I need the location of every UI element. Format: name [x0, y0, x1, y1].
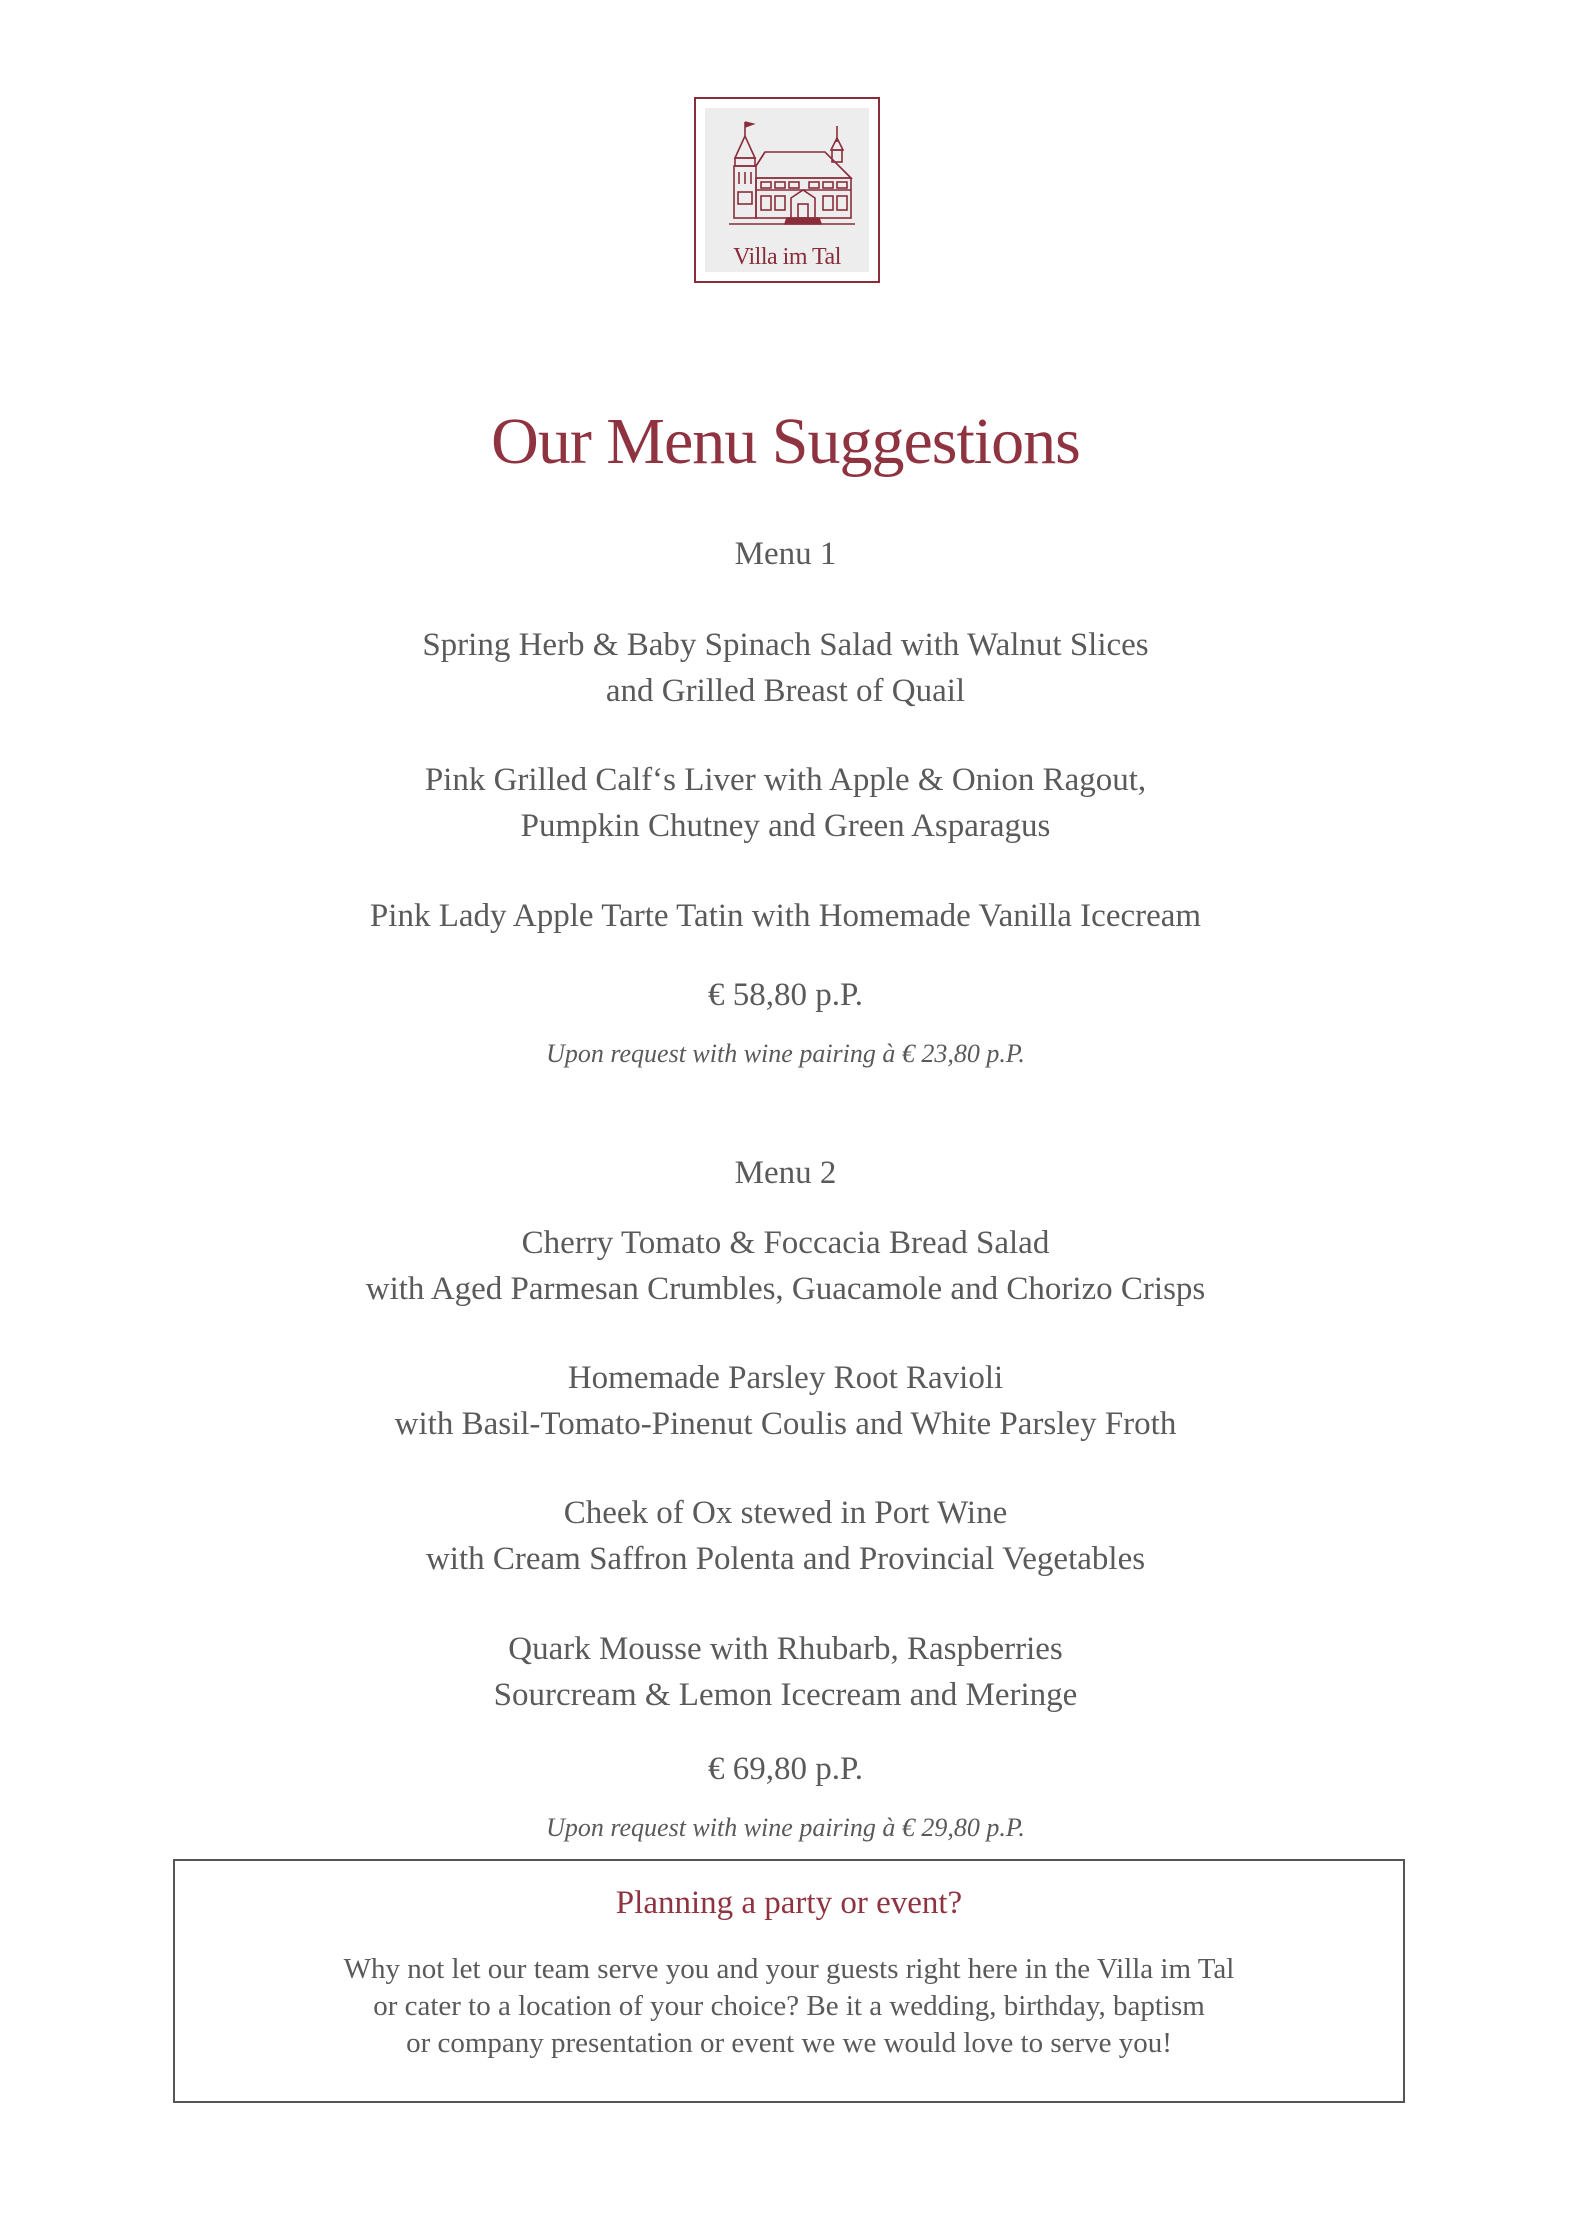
- menu-2-course-4: [0, 1626, 1571, 1718]
- course-line: with Basil-Tomato-Pinenut Coulis and White Parsley Froth: [394, 1406, 1177, 1442]
- page-title: Our Menu Suggestions: [491, 405, 1080, 478]
- event-description: [175, 1951, 1403, 2062]
- course-line: Pink Grilled Calf‘s Liver with Apple & Onion Ragout,: [424, 762, 1147, 798]
- menu-2-course-3: [0, 1490, 1571, 1582]
- menu-1-course-1: [0, 622, 1571, 714]
- course-line: Homemade Parsley Root Ravioli: [567, 1360, 1004, 1396]
- menu-1-course-3: [0, 893, 1571, 939]
- course-line: Pink Lady Apple Tarte Tatin with Homemade Vanilla Icecream: [369, 898, 1202, 934]
- menu-1-heading: Menu 1: [734, 536, 837, 572]
- course-line: Cheek of Ox stewed in Port Wine: [563, 1495, 1008, 1531]
- logo-panel: [705, 108, 869, 272]
- course-line: Spring Herb & Baby Spinach Salad with Walnut Slices: [422, 627, 1149, 663]
- course-line: with Cream Saffron Polenta and Provincial Vegetables: [425, 1541, 1146, 1577]
- event-line: Why not let our team serve you and your guests right here in the Villa im Tal: [343, 1953, 1235, 1985]
- event-info-box: [173, 1859, 1405, 2103]
- event-line: or company presentation or event we we would love to serve you!: [406, 2027, 1172, 2059]
- menu-2-course-1: [0, 1220, 1571, 1312]
- course-line: with Aged Parmesan Crumbles, Guacamole and Chorizo Crisps: [365, 1271, 1206, 1307]
- course-line: Quark Mousse with Rhubarb, Raspberries: [508, 1631, 1063, 1667]
- menu-2-heading: Menu 2: [734, 1155, 837, 1191]
- course-line: Sourcream & Lemon Icecream and Meringe: [493, 1677, 1078, 1713]
- menu-1-wine-pairing: Upon request with wine pairing à € 23,80 p.P.: [546, 1039, 1025, 1068]
- course-line: Cherry Tomato & Foccacia Bread Salad: [521, 1225, 1050, 1261]
- menu-1-course-2: [0, 757, 1571, 849]
- course-line: and Grilled Breast of Quail: [605, 673, 966, 709]
- logo-wordmark: Villa im Tal: [733, 244, 841, 270]
- course-line: Pumpkin Chutney and Green Asparagus: [520, 808, 1051, 844]
- menu-1-price: € 58,80 p.P.: [708, 977, 863, 1013]
- menu-2-wine-pairing: Upon request with wine pairing à € 29,80 p.P.: [546, 1813, 1025, 1842]
- event-line: or cater to a location of your choice? Be it a wedding, birthday, baptism: [373, 1990, 1205, 2022]
- menu-2-course-2: [0, 1355, 1571, 1447]
- logo: [694, 97, 880, 283]
- event-title: Planning a party or event?: [615, 1885, 963, 1921]
- menu-2-price: € 69,80 p.P.: [708, 1751, 863, 1787]
